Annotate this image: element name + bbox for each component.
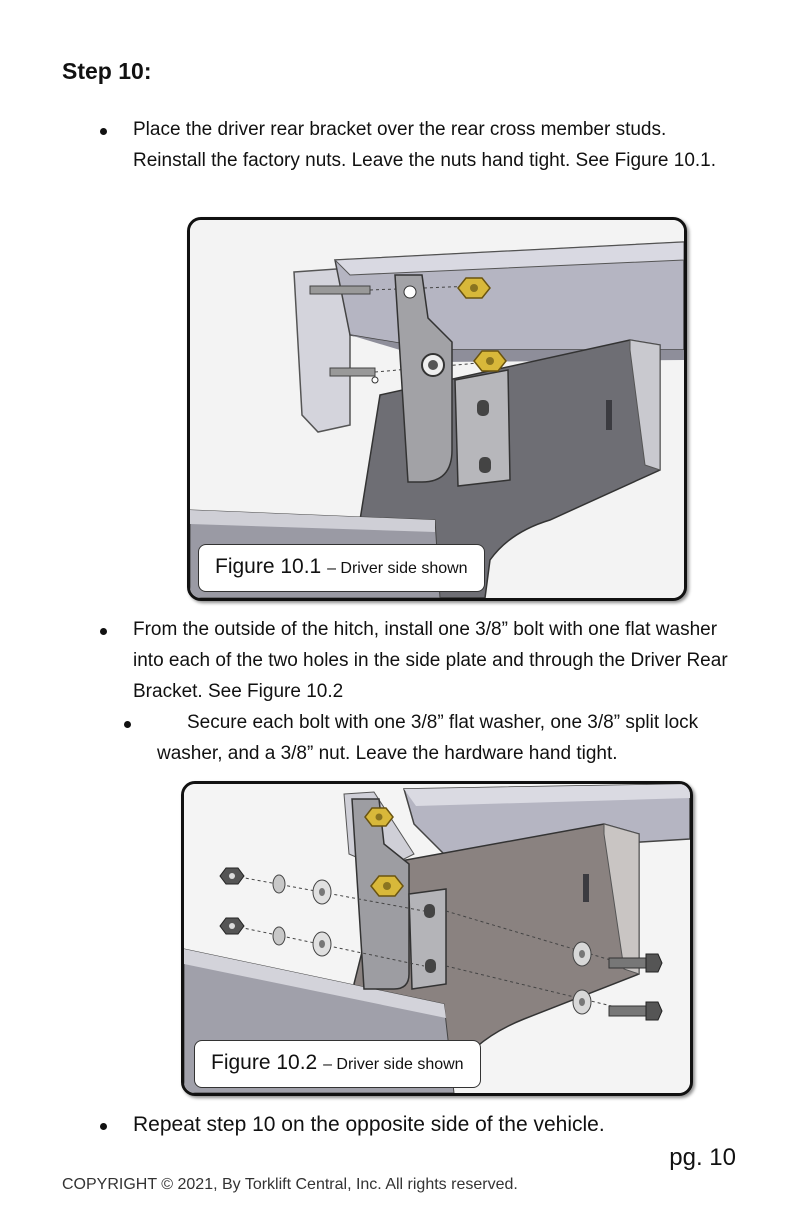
bullet-dot: [100, 1123, 107, 1130]
figure-10-1-illustration: [190, 220, 684, 598]
instruction-3: Repeat step 10 on the opposite side of the vehicle.: [133, 1113, 605, 1136]
figure-10-2: [181, 781, 693, 1096]
page-number: pg. 10: [669, 1144, 736, 1171]
instruction-1: Place the driver rear bracket over the rear cross member studs. Reinstall the factory nuts. Leave the nuts hand tight. See Figure 10.1.: [133, 119, 717, 171]
figure-10-2-note: – Driver side shown: [323, 1056, 464, 1073]
copyright-notice: COPYRIGHT © 2021, By Torklift Central, Inc. All rights reserved.: [62, 1176, 518, 1193]
figure-10-2-caption: [194, 1040, 481, 1088]
figure-10-1: [187, 217, 687, 601]
figure-10-1-caption: [198, 544, 485, 592]
figure-10-2-label: Figure 10.2: [211, 1051, 318, 1074]
instruction-2-sub: Secure each bolt with one 3/8” flat washer, one 3/8” split lock washer, and a 3/8” nut. Leave the hardware hand tight.: [157, 712, 699, 764]
step-title: Step 10:: [62, 58, 152, 84]
figure-10-1-note: – Driver side shown: [327, 560, 468, 577]
bullet-dot: [100, 128, 107, 135]
figure-10-1-label: Figure 10.1: [215, 555, 322, 578]
instruction-2: From the outside of the hitch, install one 3/8” bolt with one flat washer into each of the two holes in the side plate and through the Driver Rear Bracket. See Figure 10.2: [133, 619, 728, 702]
bullet-dot: [100, 628, 107, 635]
